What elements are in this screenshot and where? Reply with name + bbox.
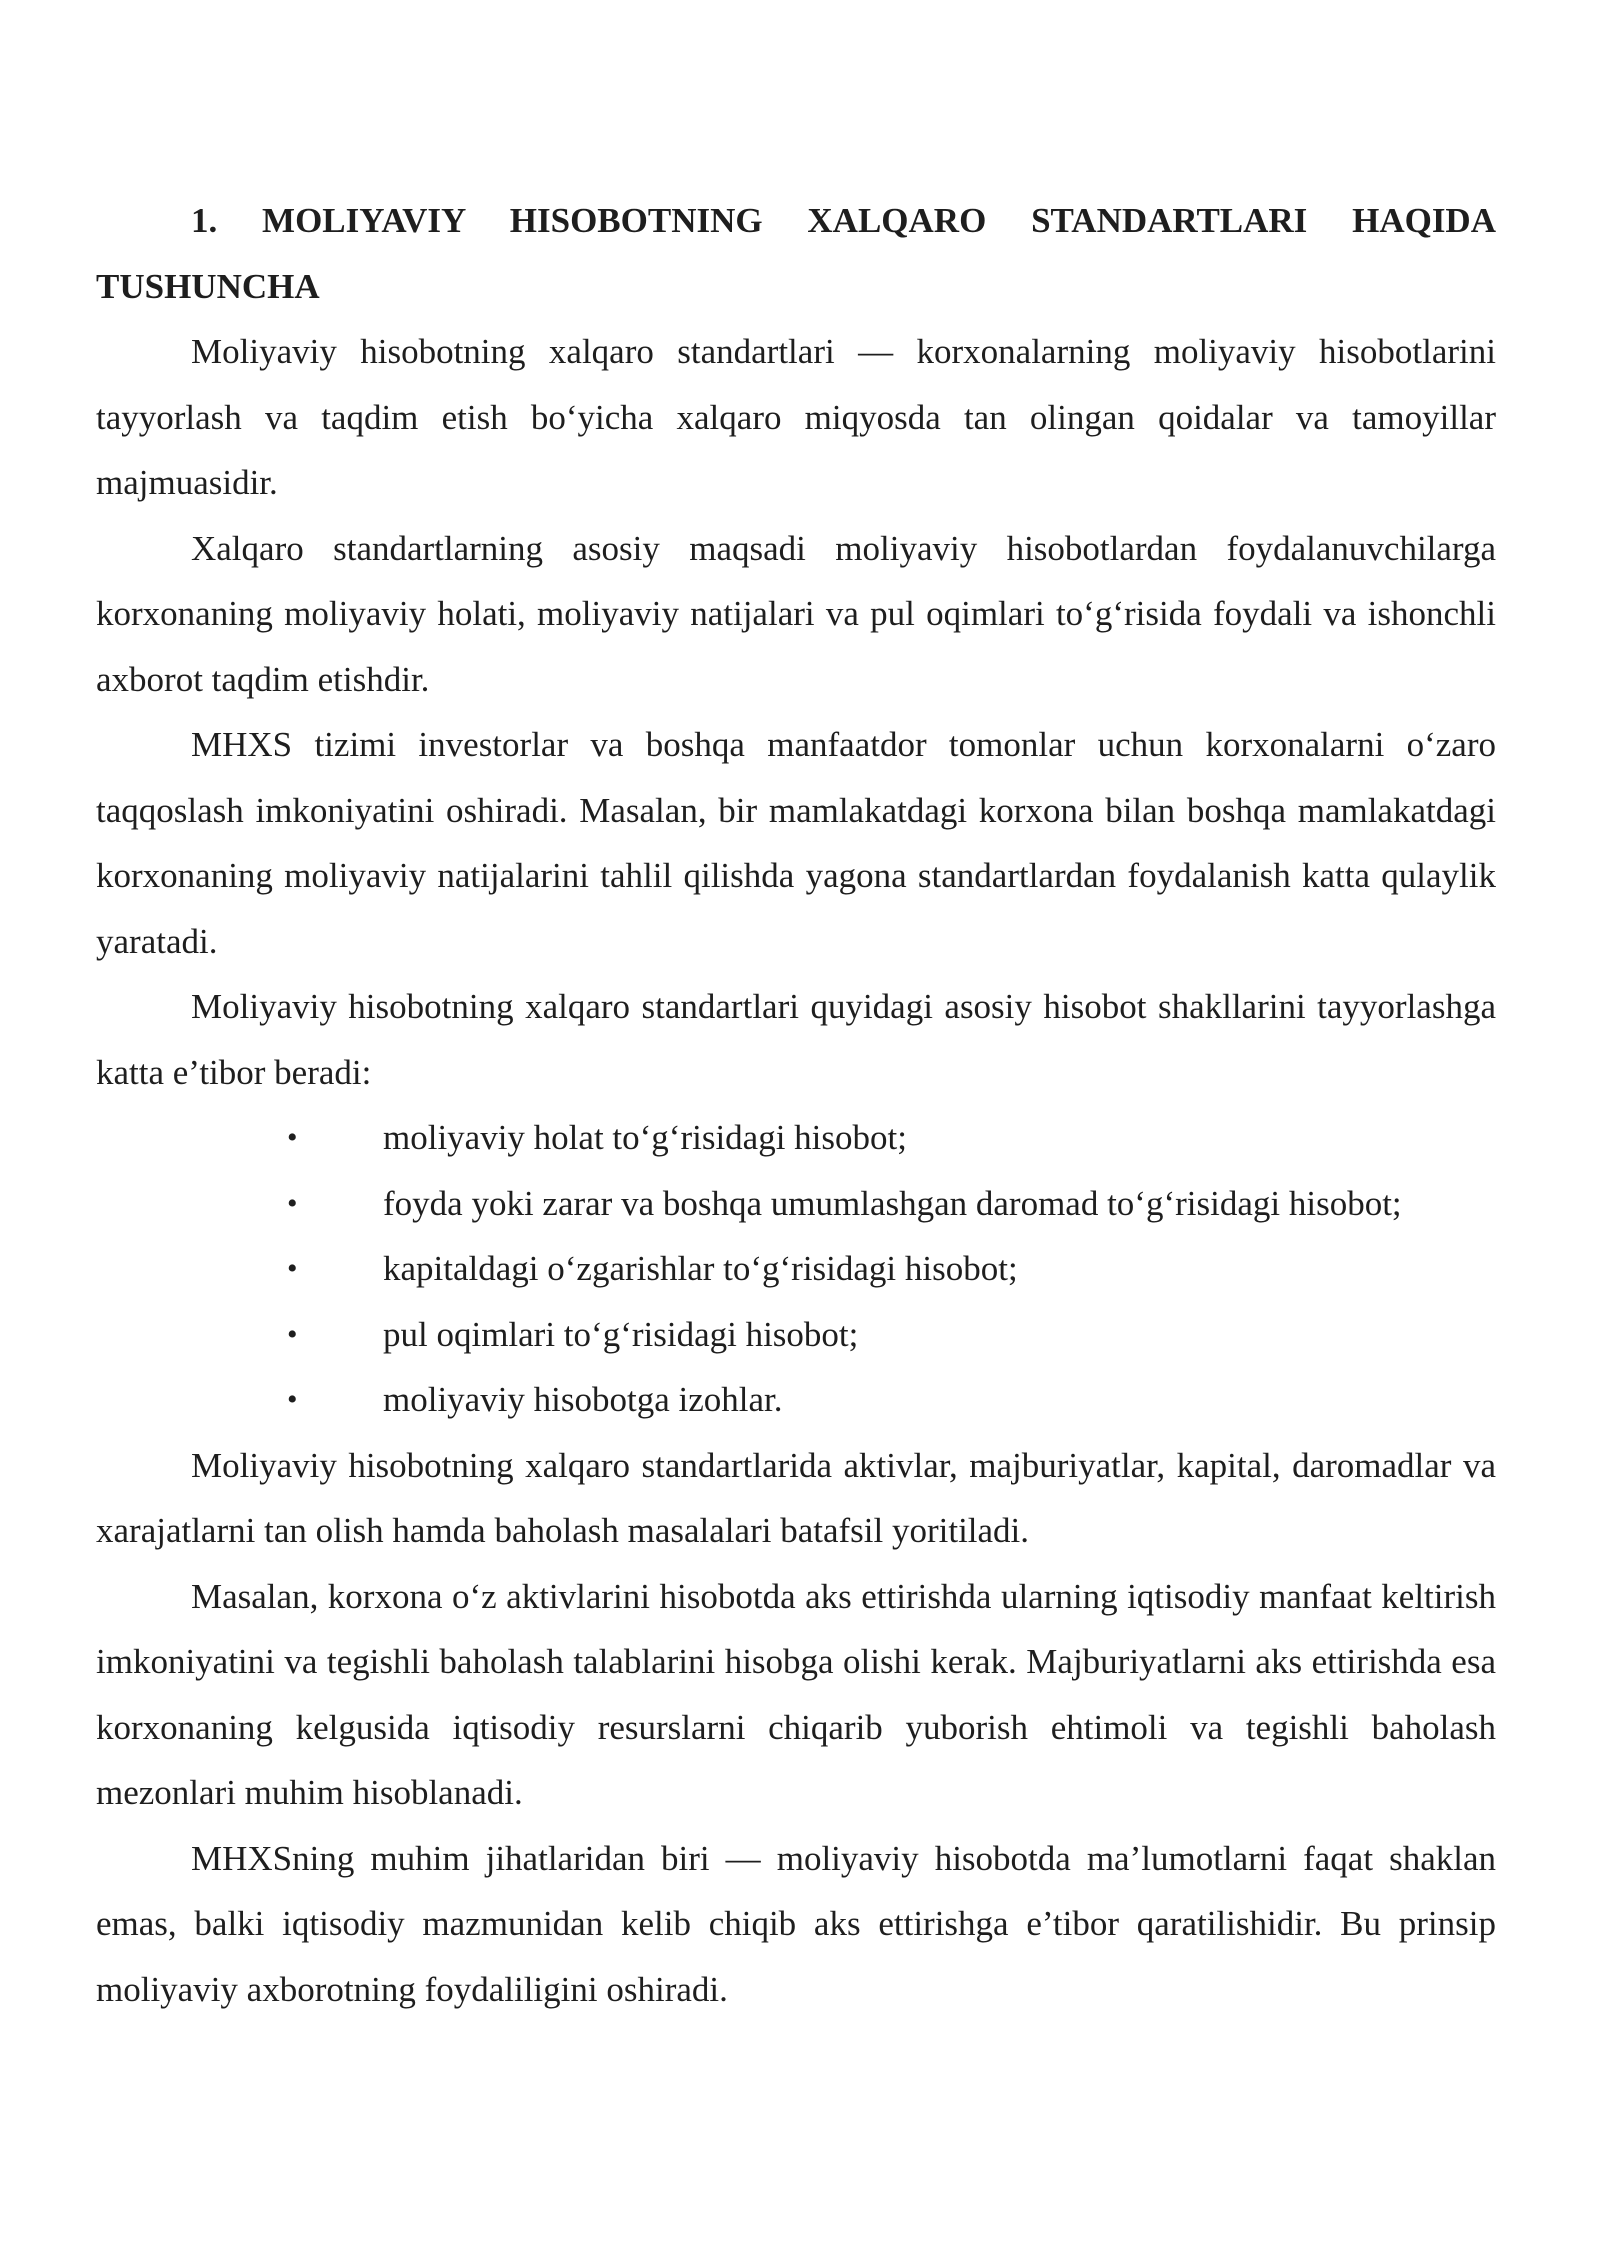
list-item-text: kapitaldagi o‘zgarishlar to‘g‘risidagi hisobot; [383,1249,1018,1288]
list-item [96,1236,1496,1302]
list-item [96,1367,1496,1433]
list-item-text: moliyaviy holat to‘g‘risidagi hisobot; [383,1118,907,1157]
paragraph-substance-over-form: MHXSning muhim jihatlaridan biri — moliyaviy hisobotda ma’lumotlarni faqat shaklan emas, balki iqtisodiy mazmunidan kelib chiqib aks ettirishga e’tibor qaratilishidir. Bu prinsip moliyaviy axborotning foydaliligini oshiradi. [96,1838,1496,2009]
paragraph-recognition: Moliyaviy hisobotning xalqaro standartlarida aktivlar, majburiyatlar, kapital, daromadlar va xarajatlarni tan olish hamda baholash masalalari batafsil yoritiladi. [96,1445,1496,1550]
paragraph-main-goal: Xalqaro standartlarning asosiy maqsadi moliyaviy hisobotlardan foydalanuvchilarga korxonaning moliyaviy holati, moliyaviy natijalari va pul oqimlari to‘g‘risida foydali va ishonchli axborot taqdim etishdir. [96,528,1496,699]
bullet-icon: • [287,1252,298,1285]
paragraph-assets-liabilities: Masalan, korxona o‘z aktivlarini hisobotda aks ettirishda ularning iqtisodiy manfaat keltirish imkoniyatini va tegishli baholash talablarini hisobga olishi kerak. Majburiyatlarni aks ettirishda esa korxonaning kelgusida iqtisodiy resurslarni chiqarib yuborish ehtimoli va tegishli baholash mezonlari muhim hisoblanadi. [96,1576,1496,1812]
paragraph-comparability: MHXS tizimi investorlar va boshqa manfaatdor tomonlar uchun korxonalarni o‘zaro taqqoslash imkoniyatini oshiradi. Masalan, bir mamlakatdagi korxona bilan boshqa mamlakatdagi korxonaning moliyaviy natijalarini tahlil qilishda yagona standartlardan foydalanish katta qulaylik yaratadi. [96,725,1496,961]
bullet-icon: • [287,1121,298,1154]
list-item-text: pul oqimlari to‘g‘risidagi hisobot; [383,1314,859,1354]
list-item [96,1105,1496,1171]
bullet-icon: • [287,1186,298,1220]
section-heading: 1. MOLIYAVIY HISOBOTNING XALQARO STANDARTLARI HAQIDA TUSHUNCHA [96,201,1496,306]
paragraph-report-forms-intro: Moliyaviy hisobotning xalqaro standartlari quyidagi asosiy hisobot shakllarini tayyorlashga katta e’tibor beradi: [96,987,1496,1092]
paragraph-definition: Moliyaviy hisobotning xalqaro standartlari — korxonalarning moliyaviy hisobotlarini tayyorlash va taqdim etish bo‘yicha xalqaro miqyosda tan olingan qoidalar va tamoyillar majmuasidir. [96,332,1496,502]
report-forms-list [96,1105,1496,1433]
bullet-icon: • [287,1383,298,1416]
list-item [96,1171,1496,1237]
list-item-text: moliyaviy hisobotga izohlar. [383,1380,783,1419]
list-item [96,1302,1496,1368]
list-item-text: foyda yoki zarar va boshqa umumlashgan daromad to‘g‘risidagi hisobot; [383,1183,1402,1223]
document-page [96,188,1496,2022]
bullet-icon: • [287,1317,298,1351]
